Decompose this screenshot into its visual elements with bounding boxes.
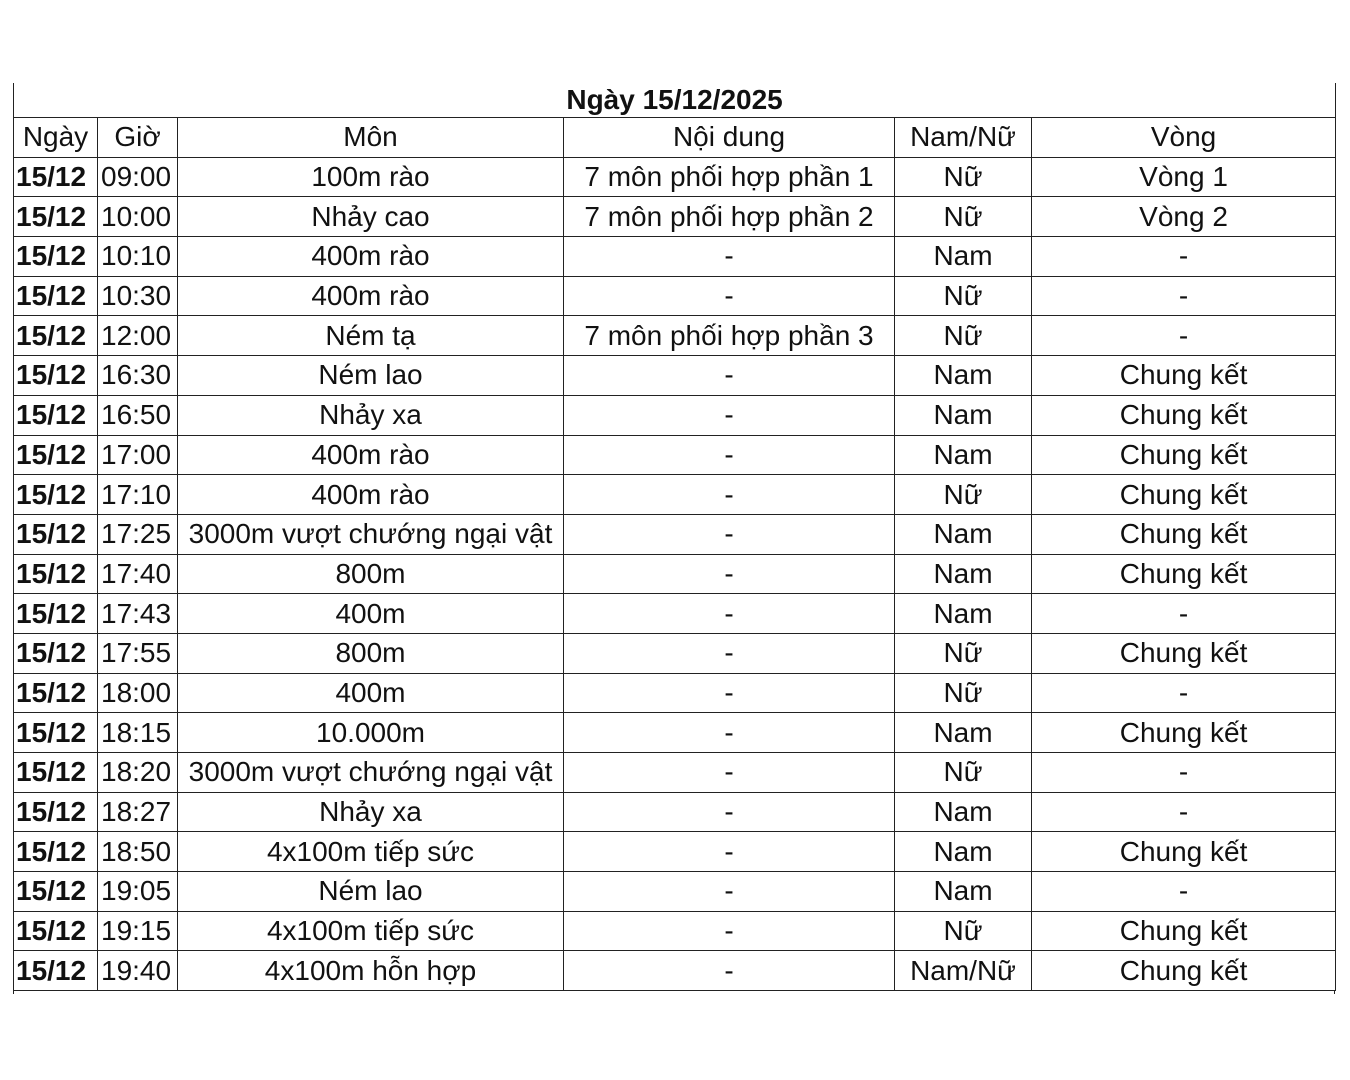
cell-date: 15/12 <box>14 356 98 396</box>
cell-time: 18:00 <box>98 673 178 713</box>
cell-gender: Nam <box>895 237 1032 277</box>
cell-gender: Nữ <box>895 633 1032 673</box>
cell-gender: Nam <box>895 514 1032 554</box>
cell-content: - <box>564 554 895 594</box>
header-time: Giờ <box>98 118 178 158</box>
cell-date: 15/12 <box>14 713 98 753</box>
cell-event: 400m rào <box>178 237 564 277</box>
cell-round: Chung kết <box>1032 475 1336 515</box>
header-row <box>14 118 1336 158</box>
cell-round: Chung kết <box>1032 356 1336 396</box>
cell-date: 15/12 <box>14 435 98 475</box>
cell-date: 15/12 <box>14 197 98 237</box>
cell-content: - <box>564 832 895 872</box>
cell-content: 7 môn phối hợp phần 2 <box>564 197 895 237</box>
cell-event: 400m <box>178 594 564 634</box>
cell-content: - <box>564 237 895 277</box>
cell-gender: Nam <box>895 435 1032 475</box>
cell-content: - <box>564 435 895 475</box>
cell-time: 10:00 <box>98 197 178 237</box>
cell-time: 17:43 <box>98 594 178 634</box>
cell-event: 400m rào <box>178 276 564 316</box>
cell-date: 15/12 <box>14 514 98 554</box>
cell-event: 100m rào <box>178 157 564 197</box>
cell-event: Ném lao <box>178 872 564 912</box>
table-row <box>14 157 1336 197</box>
header-date: Ngày <box>14 118 98 158</box>
cell-gender: Nữ <box>895 475 1032 515</box>
cell-time: 16:30 <box>98 356 178 396</box>
cell-content: - <box>564 911 895 951</box>
cell-content: - <box>564 475 895 515</box>
cell-date: 15/12 <box>14 633 98 673</box>
table-row <box>14 514 1336 554</box>
cell-gender: Nam <box>895 713 1032 753</box>
cell-round: Chung kết <box>1032 951 1336 991</box>
table-row <box>14 832 1336 872</box>
cell-time: 10:10 <box>98 237 178 277</box>
table-row <box>14 435 1336 475</box>
cell-gender: Nữ <box>895 316 1032 356</box>
cell-round: Chung kết <box>1032 395 1336 435</box>
cell-content: - <box>564 713 895 753</box>
cell-round: - <box>1032 237 1336 277</box>
cell-event: Nhảy xa <box>178 395 564 435</box>
cell-event: Nhảy xa <box>178 792 564 832</box>
cell-content: - <box>564 594 895 634</box>
table-row <box>14 594 1336 634</box>
table-row <box>14 753 1336 793</box>
table-row <box>14 356 1336 396</box>
cell-round: Chung kết <box>1032 514 1336 554</box>
cell-time: 18:20 <box>98 753 178 793</box>
cell-content: 7 môn phối hợp phần 1 <box>564 157 895 197</box>
cell-gender: Nữ <box>895 276 1032 316</box>
header-event: Môn <box>178 118 564 158</box>
cell-date: 15/12 <box>14 316 98 356</box>
cell-event: 10.000m <box>178 713 564 753</box>
cell-round: Vòng 2 <box>1032 197 1336 237</box>
cell-date: 15/12 <box>14 951 98 991</box>
cell-date: 15/12 <box>14 753 98 793</box>
cell-event: 400m rào <box>178 435 564 475</box>
cell-date: 15/12 <box>14 395 98 435</box>
cell-time: 19:15 <box>98 911 178 951</box>
cell-time: 18:15 <box>98 713 178 753</box>
cell-date: 15/12 <box>14 554 98 594</box>
cell-time: 17:55 <box>98 633 178 673</box>
schedule-sheet <box>13 83 1335 991</box>
cell-gender: Nam <box>895 594 1032 634</box>
cell-event: 400m <box>178 673 564 713</box>
cell-event: 4x100m tiếp sức <box>178 832 564 872</box>
cell-content: - <box>564 673 895 713</box>
schedule-table-body <box>14 83 1336 991</box>
cell-date: 15/12 <box>14 911 98 951</box>
cell-time: 17:25 <box>98 514 178 554</box>
table-row <box>14 276 1336 316</box>
cell-gender: Nam <box>895 792 1032 832</box>
cell-time: 19:40 <box>98 951 178 991</box>
table-row <box>14 237 1336 277</box>
cell-content: - <box>564 276 895 316</box>
cell-event: 4x100m hỗn hợp <box>178 951 564 991</box>
table-row <box>14 633 1336 673</box>
cell-date: 15/12 <box>14 792 98 832</box>
cell-round: - <box>1032 753 1336 793</box>
cell-event: 800m <box>178 633 564 673</box>
cell-content: - <box>564 753 895 793</box>
cell-round: - <box>1032 872 1336 912</box>
cell-content: 7 môn phối hợp phần 3 <box>564 316 895 356</box>
table-row <box>14 316 1336 356</box>
table-row <box>14 475 1336 515</box>
cell-event: Ném tạ <box>178 316 564 356</box>
cell-gender: Nam <box>895 356 1032 396</box>
cell-gender: Nữ <box>895 197 1032 237</box>
cell-gender: Nữ <box>895 753 1032 793</box>
cell-date: 15/12 <box>14 237 98 277</box>
cell-round: - <box>1032 316 1336 356</box>
cell-gender: Nam <box>895 832 1032 872</box>
cell-round: - <box>1032 792 1336 832</box>
cell-round: Chung kết <box>1032 713 1336 753</box>
header-round: Vòng <box>1032 118 1336 158</box>
table-row <box>14 673 1336 713</box>
cell-gender: Nam <box>895 872 1032 912</box>
table-row <box>14 713 1336 753</box>
table-row <box>14 554 1336 594</box>
table-row <box>14 395 1336 435</box>
cell-event: 3000m vượt chướng ngại vật <box>178 753 564 793</box>
table-row <box>14 951 1336 991</box>
cell-content: - <box>564 356 895 396</box>
cell-round: - <box>1032 594 1336 634</box>
cell-round: Chung kết <box>1032 554 1336 594</box>
cell-content: - <box>564 514 895 554</box>
table-bottom-edge <box>13 990 1335 994</box>
cell-round: - <box>1032 276 1336 316</box>
cell-round: Chung kết <box>1032 435 1336 475</box>
cell-content: - <box>564 395 895 435</box>
cell-time: 12:00 <box>98 316 178 356</box>
cell-round: Chung kết <box>1032 832 1336 872</box>
cell-gender: Nữ <box>895 911 1032 951</box>
cell-date: 15/12 <box>14 832 98 872</box>
cell-date: 15/12 <box>14 475 98 515</box>
schedule-title: Ngày 15/12/2025 <box>14 83 1336 118</box>
cell-event: Nhảy cao <box>178 197 564 237</box>
cell-time: 17:40 <box>98 554 178 594</box>
table-row <box>14 911 1336 951</box>
cell-event: 3000m vượt chướng ngại vật <box>178 514 564 554</box>
cell-round: Vòng 1 <box>1032 157 1336 197</box>
table-row <box>14 197 1336 237</box>
schedule-table <box>13 83 1336 991</box>
cell-round: Chung kết <box>1032 911 1336 951</box>
cell-time: 18:27 <box>98 792 178 832</box>
header-gender: Nam/Nữ <box>895 118 1032 158</box>
cell-date: 15/12 <box>14 157 98 197</box>
cell-gender: Nữ <box>895 157 1032 197</box>
cell-round: - <box>1032 673 1336 713</box>
cell-content: - <box>564 872 895 912</box>
cell-time: 18:50 <box>98 832 178 872</box>
title-row <box>14 83 1336 118</box>
table-row <box>14 872 1336 912</box>
cell-content: - <box>564 792 895 832</box>
cell-gender: Nữ <box>895 673 1032 713</box>
cell-event: 4x100m tiếp sức <box>178 911 564 951</box>
header-content: Nội dung <box>564 118 895 158</box>
cell-gender: Nam/Nữ <box>895 951 1032 991</box>
cell-date: 15/12 <box>14 594 98 634</box>
cell-time: 16:50 <box>98 395 178 435</box>
cell-round: Chung kết <box>1032 633 1336 673</box>
cell-content: - <box>564 951 895 991</box>
cell-time: 17:00 <box>98 435 178 475</box>
cell-event: 800m <box>178 554 564 594</box>
cell-gender: Nam <box>895 554 1032 594</box>
cell-time: 19:05 <box>98 872 178 912</box>
cell-date: 15/12 <box>14 673 98 713</box>
cell-date: 15/12 <box>14 872 98 912</box>
cell-event: Ném lao <box>178 356 564 396</box>
cell-time: 17:10 <box>98 475 178 515</box>
cell-time: 10:30 <box>98 276 178 316</box>
cell-date: 15/12 <box>14 276 98 316</box>
cell-event: 400m rào <box>178 475 564 515</box>
cell-gender: Nam <box>895 395 1032 435</box>
cell-time: 09:00 <box>98 157 178 197</box>
cell-content: - <box>564 633 895 673</box>
table-row <box>14 792 1336 832</box>
